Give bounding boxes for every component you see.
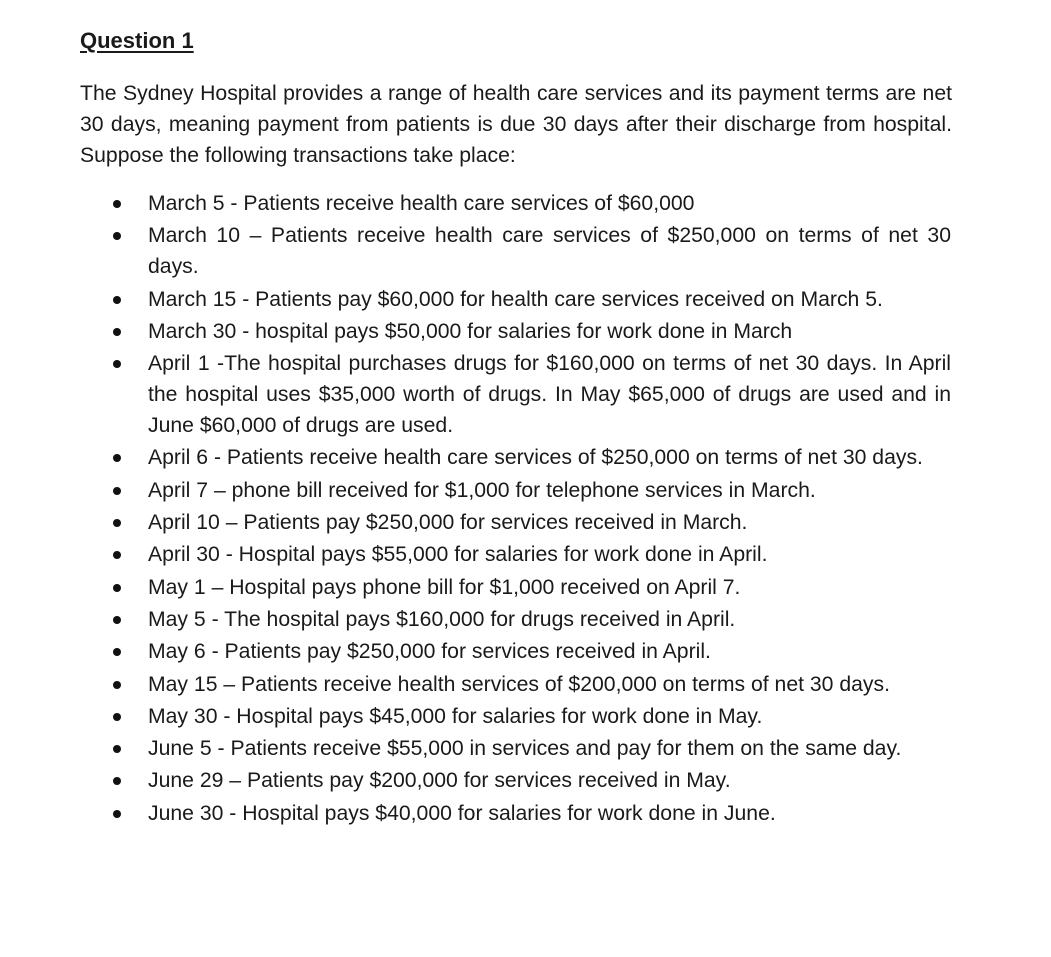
transaction-text: April 7 – phone bill received for $1,000 for telephone services in March.: [148, 478, 816, 502]
transaction-text: March 10 – Patients receive health care services of $250,000 on terms of net 30 days.: [148, 224, 951, 279]
bullet-icon: [113, 745, 121, 753]
transaction-item: [0, 636, 951, 667]
question-title: Question 1: [80, 28, 194, 53]
transaction-item: [0, 348, 951, 441]
transaction-text: March 30 - hospital pays $50,000 for salaries for work done in March: [148, 319, 793, 343]
transaction-text: May 6 - Patients pay $250,000 for services received in April.: [148, 640, 711, 664]
bullet-icon: [113, 584, 121, 592]
bullet-icon: [113, 777, 121, 785]
bullet-icon: [113, 648, 121, 656]
bullet-icon: [113, 713, 121, 721]
bullet-icon: [113, 454, 121, 462]
transaction-text: April 6 - Patients receive health care services of $250,000 on terms of net 30 days.: [148, 446, 923, 470]
transaction-item: [0, 798, 951, 829]
transaction-text: May 5 - The hospital pays $160,000 for drugs received in April.: [148, 607, 736, 631]
transaction-text: April 30 - Hospital pays $55,000 for salaries for work done in April.: [148, 543, 768, 567]
transaction-item: [0, 604, 951, 635]
transaction-text: May 15 – Patients receive health services of $200,000 on terms of net 30 days.: [148, 672, 890, 696]
transaction-item: [0, 220, 951, 282]
transaction-text: May 1 – Hospital pays phone bill for $1,000 received on April 7.: [148, 575, 741, 599]
transaction-item: [0, 669, 951, 700]
transaction-list: [0, 188, 1051, 829]
transaction-item: [0, 316, 951, 347]
bullet-icon: [113, 616, 121, 624]
bullet-icon: [113, 328, 121, 336]
bullet-icon: [113, 296, 121, 304]
bullet-icon: [113, 360, 121, 368]
transaction-item: [0, 733, 951, 764]
bullet-icon: [113, 232, 121, 240]
bullet-icon: [113, 681, 121, 689]
transaction-item: [0, 507, 951, 538]
transaction-item: [0, 765, 951, 796]
transaction-text: May 30 - Hospital pays $45,000 for salaries for work done in May.: [148, 704, 763, 728]
transaction-item: [0, 475, 951, 506]
transaction-item: [0, 284, 951, 315]
transaction-text: June 30 - Hospital pays $40,000 for salaries for work done in June.: [148, 801, 776, 825]
question-intro: The Sydney Hospital provides a range of health care services and its payment terms are net 30 days, meaning payment from patients is due 30 days after their discharge from hospital. Suppose the following transactions take place:: [80, 82, 952, 167]
transaction-item: [0, 442, 951, 473]
bullet-icon: [113, 519, 121, 527]
transaction-text: April 10 – Patients pay $250,000 for services received in March.: [148, 511, 748, 535]
bullet-icon: [113, 810, 121, 818]
transaction-item: [0, 539, 951, 570]
transaction-text: June 5 - Patients receive $55,000 in services and pay for them on the same day.: [148, 737, 902, 761]
transaction-item: [0, 188, 951, 219]
transaction-text: March 15 - Patients pay $60,000 for health care services received on March 5.: [148, 287, 883, 311]
transaction-text: April 1 -The hospital purchases drugs for $160,000 on terms of net 30 days. In April the hospital uses $35,000 worth of drugs. In May $65,000 of drugs are used and in June $60,000 of drugs are used.: [148, 352, 951, 438]
transaction-item: [0, 701, 951, 732]
bullet-icon: [113, 551, 121, 559]
bullet-icon: [113, 487, 121, 495]
transaction-text: March 5 - Patients receive health care services of $60,000: [148, 192, 695, 215]
transaction-item: [0, 572, 951, 603]
transaction-text: June 29 – Patients pay $200,000 for services received in May.: [148, 769, 731, 793]
bullet-icon: [113, 200, 121, 208]
